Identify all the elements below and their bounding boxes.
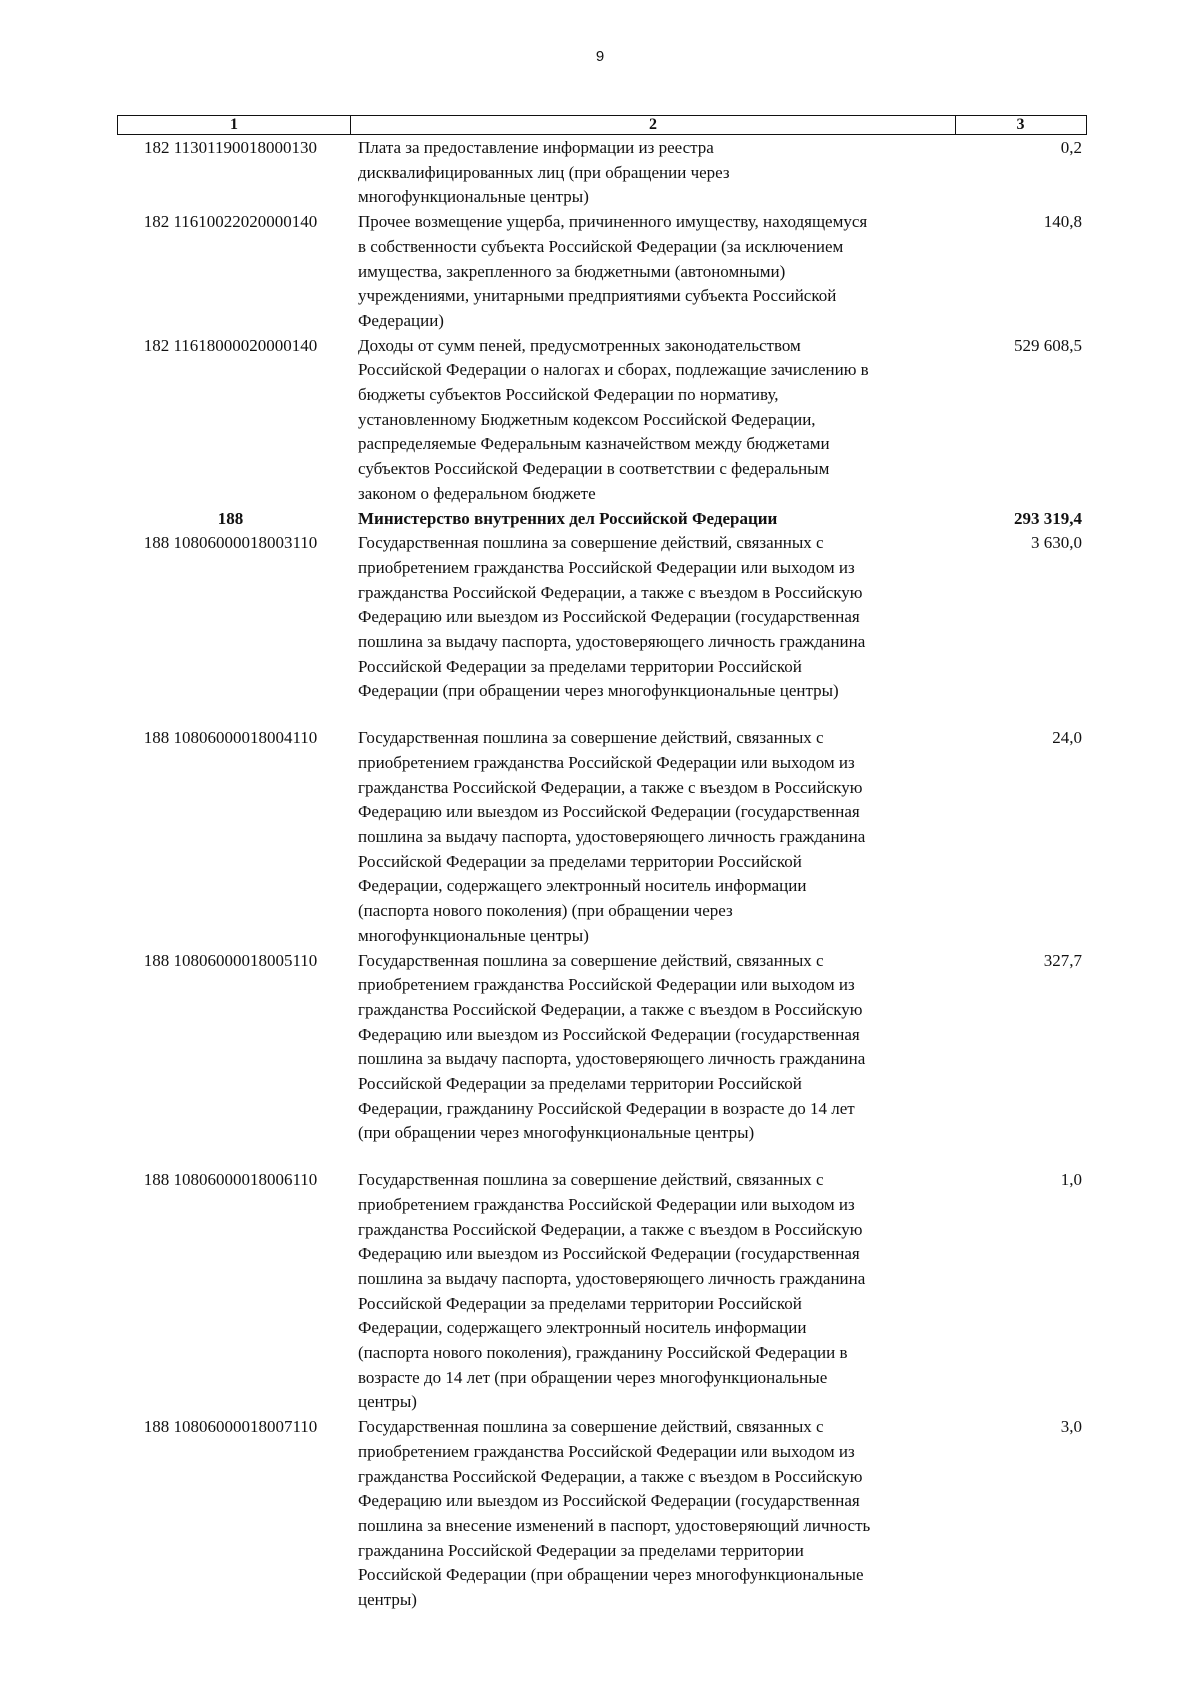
section-title: Министерство внутренних дел Российской Федерации <box>358 508 778 528</box>
row-code: 188 10806000018006110 <box>143 1170 318 1190</box>
table-row <box>117 136 1087 210</box>
row-description: Государственная пошлина за совершение действий, связанных с приобретением гражданства Российской Федерации или выходом из гражданства Российской Федерации, а также с въездом в Российскую Федерацию или выездом из Российской Федерации (государственная пошлина за выдачу паспорта, удостоверяющего личность гражданина Российской Федерации за пределами территории Российской Федерации (при обращении через многофункциональные центры) <box>358 533 866 701</box>
row-description: Государственная пошлина за совершение действий, связанных с приобретением гражданства Российской Федерации или выходом из гражданства Российской Федерации, а также с въездом в Российскую Федерацию или выездом из Российской Федерации (государственная пошлина за внесение изменений в паспорт, удостоверяющий личность гражданина Российской Федерации за пределами территории Российской Федерации (при обращении через многофункциональные центры) <box>358 1417 871 1610</box>
table-section-row <box>117 507 1087 532</box>
table-row <box>117 949 1087 1147</box>
table-row <box>117 334 1087 507</box>
table-row <box>117 210 1087 334</box>
row-code: 188 10806000018005110 <box>143 950 318 970</box>
row-amount: 327,7 <box>1043 950 1082 970</box>
section-total: 293 319,4 <box>1014 508 1082 528</box>
row-description: Государственная пошлина за совершение действий, связанных с приобретением гражданства Российской Федерации или выходом из гражданства Российской Федерации, а также с въездом в Российскую Федерацию или выездом из Российской Федерации (государственная пошлина за выдачу паспорта, удостоверяющего личность гражданина Российской Федерации за пределами территории Российской Федерации, содержащего электронный носитель информации (паспорта нового поколения) (при обращении через многофункциональные центры) <box>358 728 866 945</box>
row-amount: 24,0 <box>1052 728 1082 748</box>
table-row <box>117 531 1087 704</box>
table-row <box>117 1415 1087 1613</box>
row-amount: 529 608,5 <box>1014 335 1082 355</box>
column-header-description: 2 <box>351 116 956 134</box>
column-header-code: 1 <box>118 116 351 134</box>
row-code: 188 10806000018007110 <box>143 1417 318 1437</box>
row-code: 182 11618000020000140 <box>143 335 318 355</box>
row-description: Плата за предоставление информации из реестра дисквалифицированных лиц (при обращении через многофункциональные центры) <box>358 138 730 207</box>
row-code: 182 11610022020000140 <box>143 212 318 232</box>
row-code: 182 11301190018000130 <box>144 138 317 157</box>
row-description: Прочее возмещение ущерба, причиненного имуществу, находящемуся в собственности субъекта Российской Федерации (за исключением имущества, закрепленного за бюджетными (автономными) учреждениями, унитарными предприятиями субъекта Российской Федерации) <box>358 212 868 330</box>
row-amount: 3 630,0 <box>1031 533 1082 553</box>
row-description: Государственная пошлина за совершение действий, связанных с приобретением гражданства Российской Федерации или выходом из гражданства Российской Федерации, а также с въездом в Российскую Федерацию или выездом из Российской Федерации (государственная пошлина за выдачу паспорта, удостоверяющего личность гражданина Российской Федерации за пределами территории Российской Федерации, гражданину Российской Федерации в возрасте до 14 лет (при обращении через многофункциональные центры) <box>358 950 866 1143</box>
row-description: Доходы от сумм пеней, предусмотренных законодательством Российской Федерации о налогах и сборах, подлежащие зачислению в бюджеты субъектов Российской Федерации по нормативу, установленному Бюджетным кодексом Российской Федерации, распределяемые Федеральным казначейством между бюджетами субъектов Российской Федерации в соответствии с федеральным законом о федеральном бюджете <box>358 335 869 503</box>
table-row <box>117 726 1087 948</box>
table-row <box>117 1168 1087 1415</box>
page-number: 9 <box>595 48 605 65</box>
row-amount: 140,8 <box>1043 212 1082 232</box>
row-code: 188 10806000018004110 <box>143 728 318 748</box>
row-description: Государственная пошлина за совершение действий, связанных с приобретением гражданства Российской Федерации или выходом из гражданства Российской Федерации, а также с въездом в Российскую Федерацию или выездом из Российской Федерации (государственная пошлина за выдачу паспорта, удостоверяющего личность гражданина Российской Федерации за пределами территории Российской Федерации, содержащего электронный носитель информации (паспорта нового поколения), гражданину Российской Федерации в возрасте до 14 лет (при обращении через многофункциональные центры) <box>358 1170 866 1412</box>
section-code: 188 <box>217 508 244 528</box>
table-header <box>117 115 1087 135</box>
row-code: 188 10806000018003110 <box>143 533 318 553</box>
row-amount: 3,0 <box>1060 1417 1082 1437</box>
table-body <box>117 136 1087 1613</box>
column-header-amount: 3 <box>1016 116 1025 133</box>
row-amount: 0,2 <box>1060 138 1082 157</box>
row-amount: 1,0 <box>1060 1170 1082 1190</box>
